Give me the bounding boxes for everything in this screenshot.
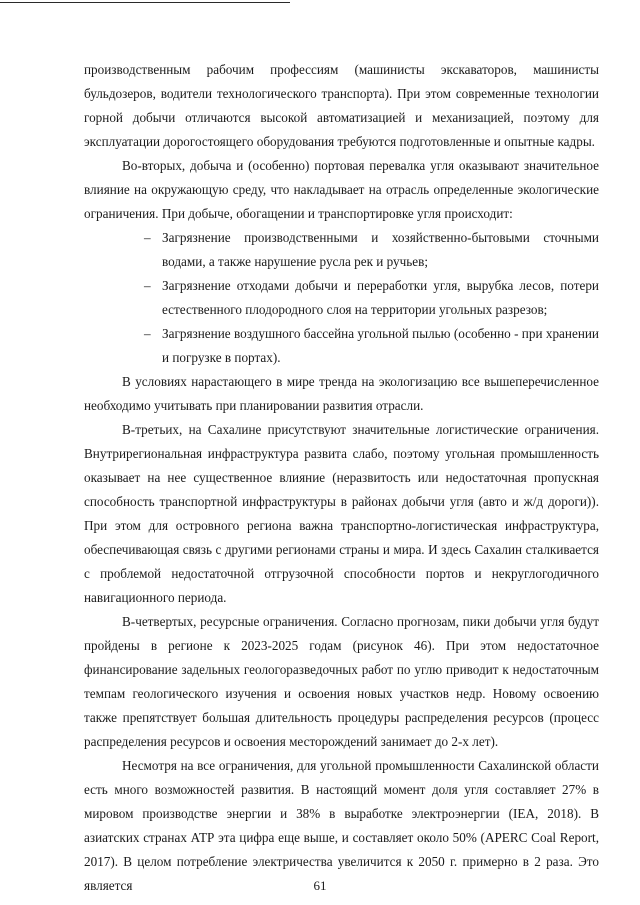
list-item-text: Загрязнение воздушного бассейна угольной пылью (особенно - при хранении и погрузке в портах). [162, 326, 599, 365]
list-item [144, 322, 599, 370]
paragraph-opportunities: Несмотря на все ограничения, для угольной промышленности Сахалинской области есть много возможностей развития. В настоящий момент доля угля составляет 27% в мировом производстве энергии и 38% в выработке электроэнергии (IEA, 2018). В азиатских странах АТР эта цифра еще выше, и составляет около 50% (APERC Coal Report, 2017). В целом потребление электричества увеличится к 2050 г. примерно в 2 раза. Это является [84, 758, 599, 893]
document-body [84, 58, 599, 898]
paragraph-continuation: производственным рабочим профессиям (машинисты экскаваторов, машинисты бульдозеров, водители технологического транспорта). При этом современные технологии горной добычи отличаются высокой автоматизацией и механизацией, поэтому для эксплуатации дорогостоящего оборудования требуются подготовленные и опытные кадры. [84, 62, 599, 149]
dash-marker: – [144, 278, 151, 293]
pollution-list [84, 226, 599, 370]
dash-marker: – [144, 326, 151, 341]
paragraph-fourth-point: В-четвертых, ресурсные ограничения. Согласно прогнозам, пики добычи угля будут пройдены в регионе к 2023-2025 годам (рисунок 46). При этом недостаточное финансирование задельных геологоразведочных работ по углю приводит к недостаточным темпам геологического изучения и освоения новых участков недр. Новому освоению также препятствует большая длительность процедуры распределения ресурсов (процесс распределения ресурсов и освоения месторождений занимает до 2-х лет). [84, 614, 599, 749]
list-item [144, 226, 599, 274]
header-rule [0, 2, 290, 3]
paragraph-ecology: В условиях нарастающего в мире тренда на экологизацию все вышеперечисленное необходимо учитывать при планировании развития отрасли. [84, 374, 599, 413]
list-item [144, 274, 599, 322]
paragraph-second-point: Во-вторых, добыча и (особенно) портовая перевалка угля оказывают значительное влияние на окружающую среду, что накладывает на отрасль определенные экологические ограничения. При добыче, обогащении и транспортировке угля происходит: [84, 158, 599, 221]
list-item-text: Загрязнение отходами добычи и переработки угля, вырубка лесов, потери естественного плодородного слоя на территории угольных разрезов; [162, 278, 599, 317]
page-number: 61 [313, 878, 327, 893]
list-item-text: Загрязнение производственными и хозяйственно-бытовыми сточными водами, а также нарушение русла рек и ручьев; [162, 230, 599, 269]
dash-marker: – [144, 230, 151, 245]
paragraph-third-point: В-третьих, на Сахалине присутствуют значительные логистические ограничения. Внутрирегиональная инфраструктура развита слабо, поэтому угольная промышленность оказывает на нее существенное влияние (неразвитость или недостаточная пропускная способность транспортной инфраструктуры в районах добычи угля (авто и ж/д дороги)). При этом для островного региона важна транспортно-логистическая инфраструктура, обеспечивающая связь с другими регионами страны и мира. И здесь Сахалин сталкивается с проблемой недостаточной отгрузочной способности портов и некруглогодичного навигационного периода. [84, 422, 599, 605]
